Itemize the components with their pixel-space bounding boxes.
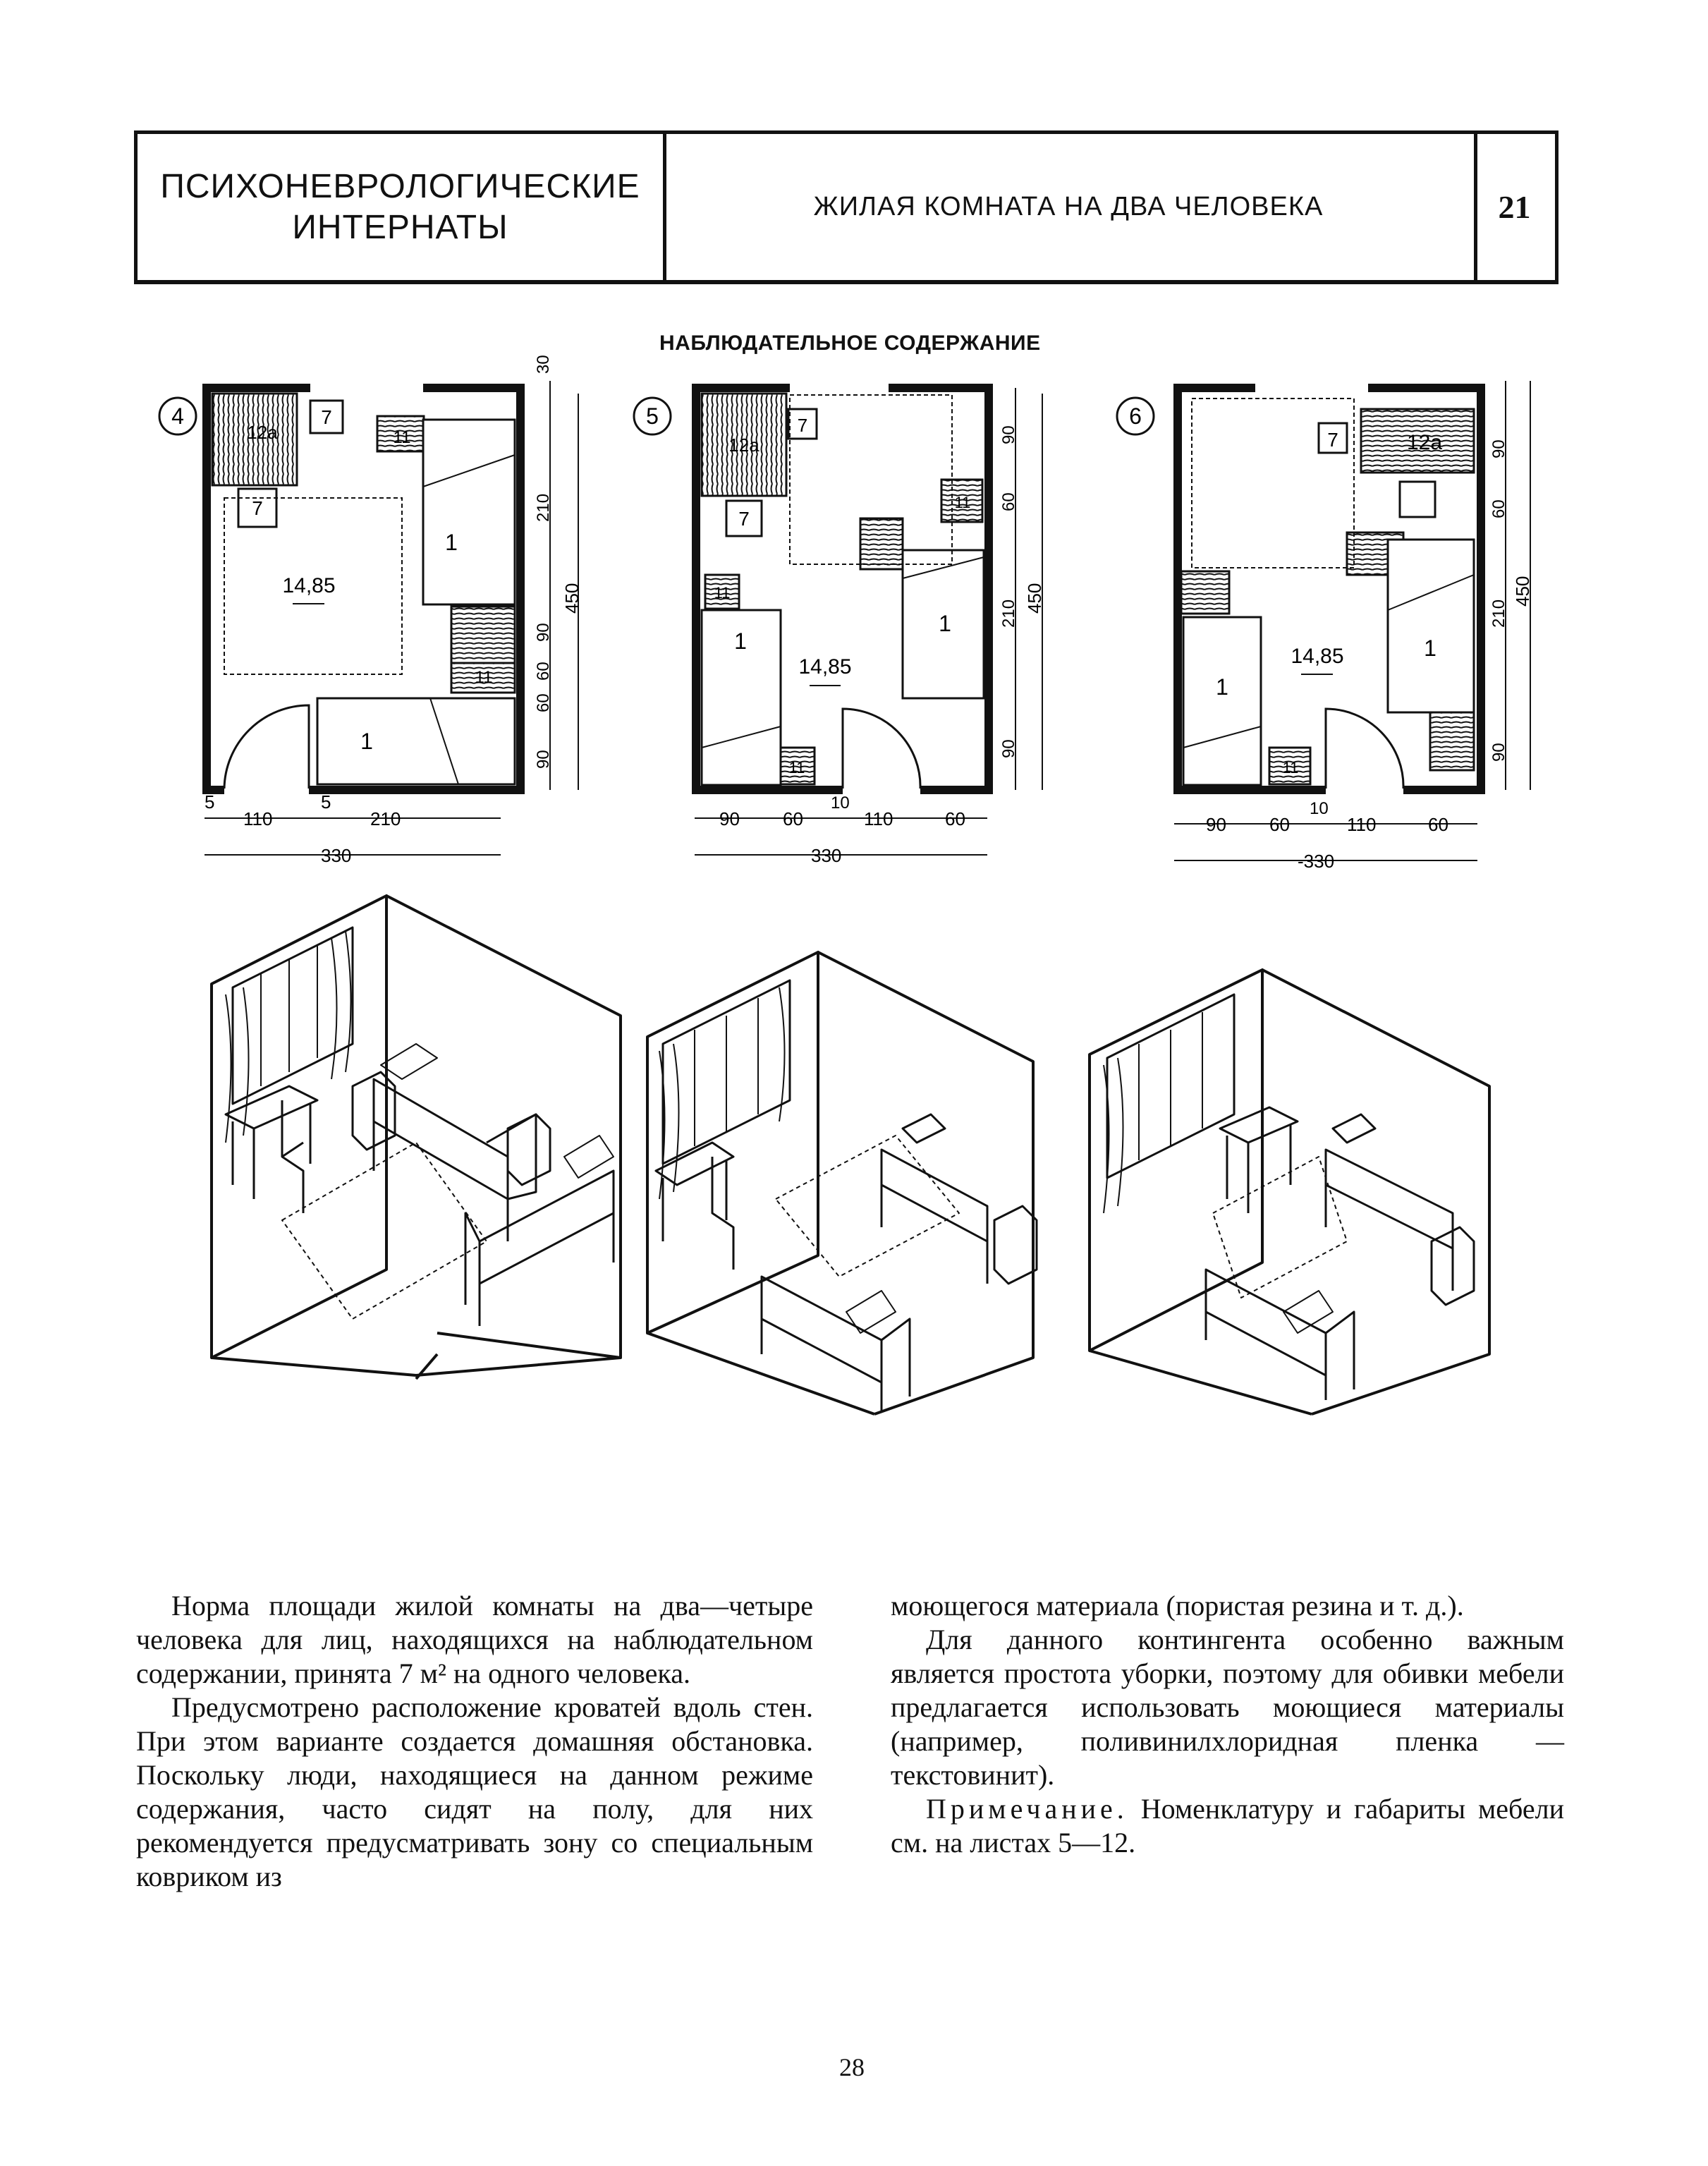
plan-4-dim-90a: 90 (534, 623, 553, 642)
note-label: Примечание. (926, 1793, 1128, 1825)
plan-6-dim-110: 110 (1347, 814, 1377, 835)
plan-6-stool (1400, 482, 1435, 517)
plan-5-label-1a: 1 (734, 628, 747, 654)
plan-6-label-11: 11 (1282, 759, 1299, 777)
plan-5-dim-60: 60 (783, 808, 803, 829)
plan-5-dim-60a: 60 (999, 492, 1018, 511)
drawing-subtitle: НАБЛЮДАТЕЛЬНОЕ СОДЕРЖАНИЕ (659, 331, 1041, 355)
plan-5-dim-10: 10 (831, 793, 850, 813)
isometric-view-5 (647, 952, 1037, 1414)
plan-6-dim-450: 450 (1512, 576, 1533, 607)
plan-6-dim-330: -330 (1298, 851, 1335, 872)
plan-5-dim-330: 330 (811, 845, 842, 866)
plan-4-dim-210v: 210 (534, 493, 553, 522)
plan-6-label-7: 7 (1327, 429, 1338, 451)
plan-6-label-1a: 1 (1216, 674, 1228, 700)
plan-4-label-11b: 11 (475, 668, 493, 687)
plan-5-desk (860, 518, 903, 569)
plan-5-area: 14,85 (798, 655, 852, 679)
plan-5-label-11a: 11 (954, 494, 971, 511)
plan-4-dim-60a: 60 (534, 662, 553, 681)
plan-5-label-7b: 7 (738, 508, 750, 530)
plan-4-label-1b: 1 (360, 729, 373, 754)
plan-4-bed-2 (317, 698, 515, 784)
sheet-number: 21 (1498, 189, 1531, 225)
plan-5-label-11b: 11 (714, 584, 731, 602)
plan-4-dim-90b: 90 (534, 750, 553, 769)
plan-5-dim-450: 450 (1024, 583, 1045, 614)
plan-4-label-7a: 7 (321, 406, 332, 428)
plan-5-label-12a: 12a (728, 434, 760, 456)
plan-4-dim-30: 30 (534, 355, 553, 374)
plan-6-door-gap (1326, 784, 1403, 796)
plan-4-dim-60b: 60 (534, 693, 553, 712)
plan-5-label-7a: 7 (797, 415, 808, 436)
plan-6-dim-90b: 90 (1489, 743, 1508, 762)
plan-4-dim-5b: 5 (321, 791, 331, 813)
header-title-line2: ИНТЕРНАТЫ (292, 208, 508, 246)
plan-6 (1117, 381, 1533, 872)
plan-4-door-gap (224, 784, 309, 796)
plan-5 (634, 384, 1045, 866)
plan-4-label-11a: 11 (393, 428, 411, 447)
plan-6-area: 14,85 (1291, 645, 1344, 668)
plan-5-window (790, 384, 889, 392)
plan-4-dim-5a: 5 (205, 791, 215, 813)
note-text: Номенклатуру и габариты мебели см. на листах 5—12. (891, 1793, 1564, 1858)
plan-6-dim-10: 10 (1310, 799, 1329, 818)
plan-4-area: 14,85 (282, 574, 336, 597)
plan-4-dim-450: 450 (561, 583, 582, 614)
header-title-line1: ПСИХОНЕВРОЛОГИЧЕСКИЕ (160, 167, 640, 205)
plan-5-label-1b: 1 (939, 611, 951, 636)
plan-6-dim-60: 60 (1269, 814, 1290, 835)
plan-5-dim-90a: 90 (999, 425, 1018, 444)
plan-5-dim-90b: 90 (999, 739, 1018, 758)
paragraph-bed-layout: Предусмотрено расположение кроватей вдоль стен. При этом варианте создается домашняя обстановка. Поскольку люди, находящиеся на данном режиме содержания, часто сидят на полу, для них рекомендуется предусматривать зону со специальным ковриком из (136, 1691, 813, 1892)
plan-5-number: 5 (646, 403, 659, 429)
plan-4-dim-210: 210 (370, 808, 401, 829)
plan-4-label-12a: 12a (247, 422, 278, 443)
plan-5-dim-90: 90 (719, 808, 740, 829)
plan-6-window (1255, 384, 1368, 392)
body-text-right-column (891, 1589, 1564, 1860)
plan-5-label-11c: 11 (788, 759, 805, 777)
page-number: 28 (839, 2053, 865, 2081)
plan-4-nightstand-2 (451, 607, 515, 663)
plan-4-window (310, 384, 423, 392)
isometric-view-4 (212, 896, 621, 1379)
plan-6-dim-90: 90 (1206, 814, 1226, 835)
plan-4-dim-330: 330 (321, 845, 352, 866)
plan-6-nightstand-1 (1181, 571, 1229, 614)
plan-4-label-7b: 7 (252, 497, 263, 519)
plan-4-bed-1 (423, 420, 515, 604)
plan-6-bed-2 (1388, 540, 1474, 712)
plan-4-dim-110: 110 (243, 808, 273, 829)
plan-6-label-12a: 12a (1406, 431, 1443, 454)
plan-6-dim-60b: 60 (1428, 814, 1448, 835)
plan-6-nightstand-3 (1430, 712, 1474, 770)
paragraph-cleaning: Для данного контингента особенно важным является простота уборки, поэтому для обивки мебели предлагается использовать моющиеся материалы (например, поливинилхлоридная пленка — текстовинит). (891, 1624, 1564, 1791)
plan-6-bed-1 (1183, 617, 1261, 785)
plan-4-label-1a: 1 (445, 530, 458, 555)
plan-6-label-1b: 1 (1424, 635, 1436, 661)
plan-6-door-swing (1326, 709, 1403, 789)
paragraph-material: моющегося материала (пористая резина и т. д.). (891, 1590, 1464, 1622)
plan-5-dim-210: 210 (999, 599, 1018, 628)
paragraph-area-norm: Норма площади жилой комнаты на два—четыре человека для лиц, находящихся на наблюдательном содержании, принята 7 м² на одного человека. (136, 1590, 813, 1689)
plan-4-number: 4 (171, 403, 184, 429)
plan-4-door-swing (224, 705, 309, 789)
body-text-left-column (136, 1589, 813, 1894)
plan-6-dim-60a: 60 (1489, 499, 1508, 518)
paragraph-note (891, 1792, 1564, 1860)
plan-4 (159, 355, 582, 866)
plan-6-dim-90a: 90 (1489, 439, 1508, 458)
plan-6-dim-210: 210 (1489, 599, 1508, 628)
plan-5-dim-110: 110 (864, 808, 893, 829)
sheet-title: ЖИЛАЯ КОМНАТА НА ДВА ЧЕЛОВЕКА (813, 192, 1324, 221)
plan-6-number: 6 (1129, 403, 1142, 429)
plan-5-door-swing (843, 709, 920, 789)
isometric-view-6 (1090, 970, 1489, 1414)
plan-5-door-gap (843, 784, 920, 796)
plan-5-dim-60b: 60 (945, 808, 965, 829)
